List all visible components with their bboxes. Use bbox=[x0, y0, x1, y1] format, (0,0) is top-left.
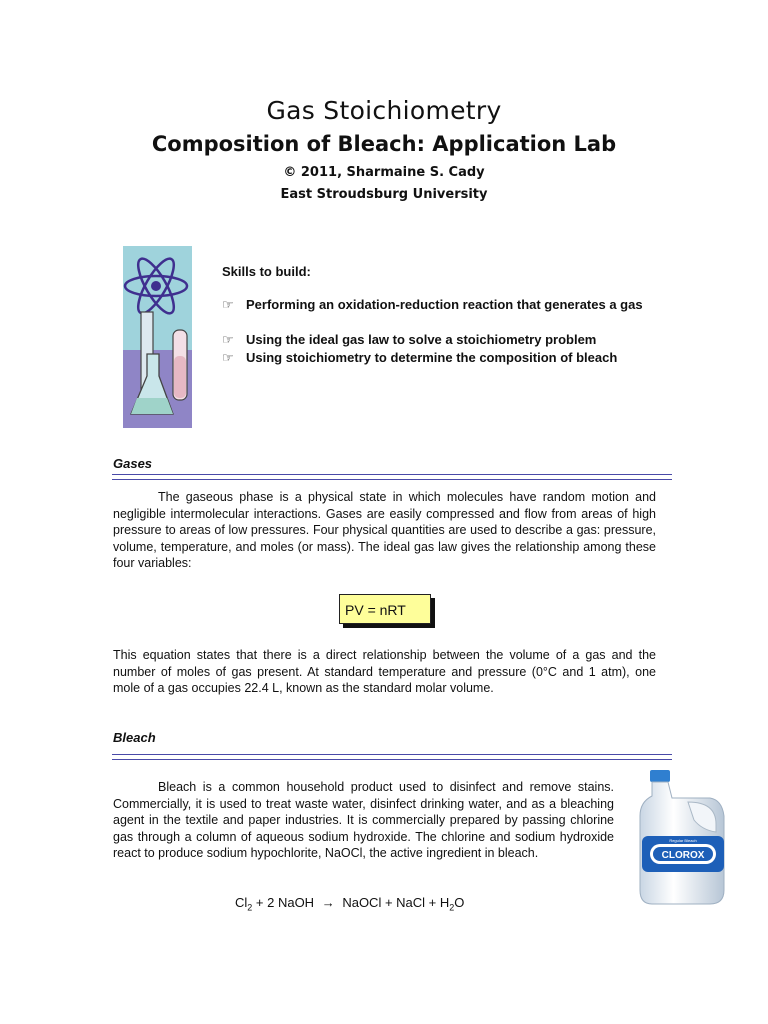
skill-item bbox=[222, 297, 652, 313]
page-title: Gas Stoichiometry bbox=[266, 96, 502, 125]
section-divider bbox=[112, 474, 672, 480]
institution-line: East Stroudsburg University bbox=[280, 187, 488, 202]
bleach-bottle-image bbox=[636, 768, 728, 908]
reaction-equation bbox=[235, 895, 464, 913]
gases-paragraph-1: The gaseous phase is a physical state in which molecules have random motion and negligible intermolecular interactions. Gases are easily compressed and flow from areas of high pressure to areas of low pressures. Four physical quantities are used to describe a gas: pressure, volume, temperature, and moles (or mass). The ideal gas law gives the relationship among these four variables: bbox=[113, 490, 656, 570]
bleach-heading: Bleach bbox=[113, 730, 156, 745]
arrow-icon: → bbox=[321, 895, 335, 910]
clorox-bottle-icon bbox=[636, 768, 728, 908]
skill-text: Performing an oxidation-reduction reaction that generates a gas bbox=[246, 297, 643, 312]
pointing-hand-icon: ☞ bbox=[222, 297, 234, 312]
product-o: O bbox=[454, 895, 465, 910]
pointing-hand-icon: ☞ bbox=[222, 350, 234, 365]
reactant-naoh: + 2 NaOH bbox=[252, 895, 315, 910]
bleach-paragraph: Bleach is a common household product used to disinfect and remove stains. Commercially, it is used to treat waste water, disinfect drinking water, and as a bleaching agent in the textile and paper industries. It is commercially prepared by passing chlorine gas through a column of aqueous sodium hydroxide. The chlorine and sodium hydroxide react to produce sodium hypochlorite, NaOCl, the active ingredient in bleach. bbox=[113, 780, 614, 860]
products: NaOCl + NaCl + H bbox=[342, 895, 450, 910]
skill-item bbox=[222, 350, 652, 366]
subscript: 2 bbox=[449, 902, 455, 913]
science-clipart bbox=[123, 246, 192, 428]
skills-title: Skills to build: bbox=[222, 264, 311, 279]
reactant-cl: Cl bbox=[235, 895, 248, 910]
atom-flask-icon bbox=[123, 246, 192, 428]
gases-paragraph-2: This equation states that there is a direct relationship between the volume of a gas and the number of moles of gas present. At standard temperature and pressure (0°C and 1 atm), one mole of a gas occupies 22.4 L, known as the standard molar volume. bbox=[113, 648, 656, 695]
skill-text: Using the ideal gas law to solve a stoichiometry problem bbox=[246, 332, 597, 347]
subscript: 2 bbox=[247, 902, 253, 913]
ideal-gas-law-equation: PV = nRT bbox=[339, 594, 431, 624]
bottle-small-text: Regular Bleach bbox=[669, 838, 697, 843]
page-subtitle: Composition of Bleach: Application Lab bbox=[151, 132, 617, 156]
skill-item bbox=[222, 332, 652, 348]
bottle-brand-text: CLOROX bbox=[661, 850, 705, 861]
section-divider bbox=[112, 754, 672, 760]
pointing-hand-icon: ☞ bbox=[222, 332, 234, 347]
skill-text: Using stoichiometry to determine the composition of bleach bbox=[246, 350, 618, 365]
copyright-line: © 2011, Sharmaine S. Cady bbox=[283, 165, 485, 180]
gases-heading: Gases bbox=[113, 456, 153, 471]
